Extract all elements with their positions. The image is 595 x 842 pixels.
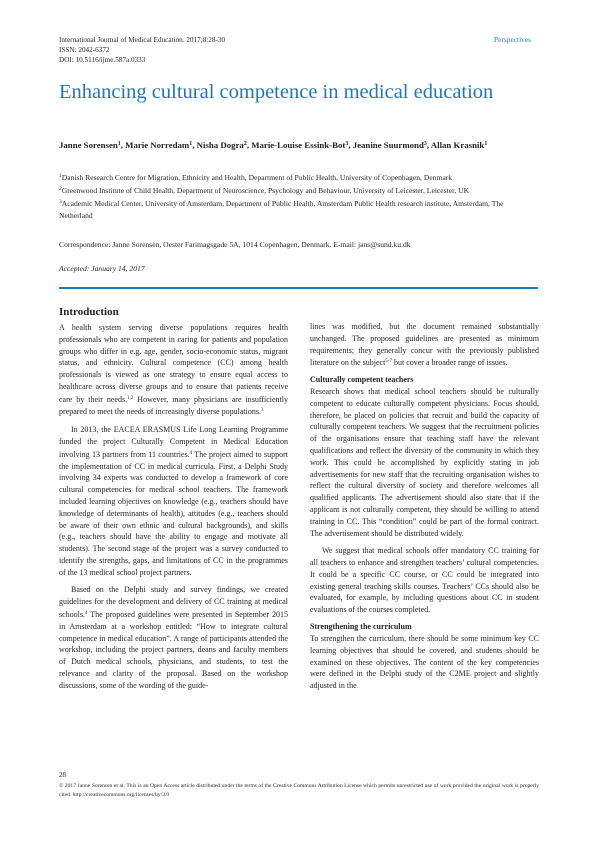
author-name: Allan Krasnik [430, 140, 485, 150]
author-name: Janne Sorensen [59, 140, 118, 150]
affiliations [59, 171, 537, 222]
author-name: Marie Norredam [125, 140, 190, 150]
paragraph: A health system serving diverse populations requires health professionals who are competent in caring for patients and population groups who differ in e.g. age, gender, socio-economic status, migrant status, and ethnicity. Cultural competence (CC) among health professionals is viewed as one strategy to ensure equal access to healthcare across diverse groups and to ensure that patients receive care by their needs.$^{1,2}$ However, many physicians are insufficiently prepared to meet the needs of increasingly diverse populations.$^3$ [59, 323, 288, 417]
author-name: Jeanine Suurmond [352, 140, 424, 150]
right-column [310, 321, 539, 692]
citation-ref: 1,2 [127, 395, 134, 401]
header-divider [59, 287, 538, 289]
citation-ref: 4 [189, 450, 193, 456]
author-name: Marie-Louise Essink-Bot [251, 140, 346, 150]
left-column [59, 305, 288, 691]
correspondence: Correspondence: Janne Sorensen, Oester Farimagsgade 5A, 1014 Copenhagen, Denmark. E-mail: jans@sund.ku.dk [59, 240, 411, 249]
paragraph: lines was modified, but the document remained substantially unchanged. The proposed guidelines are presented as minimum requirements; they generally concur with the previously published literature on the subject$^{5-7}$ but cover a broader range of issues. [310, 322, 539, 368]
accepted-date: Accepted: January 14, 2017 [59, 264, 145, 273]
paragraph: Research shows that medical school teachers should be culturally competent to educate culturally competent physicians. Focus should, therefore, be placed on policies that recruit and build the capacity of culturally competent teachers. We suggest that the recruitment policies of the organisations ensure that teaching staff have the relevant qualifications and reflect the diversity of the community in which they work. This could be accomplished by explicitly stating in job advertisements for new staff that the recruiting organisation wishes to reflect the cultural diversity of society and therefore welcomes all qualified applicants. The advertisement should also state that if the applicant is not culturally competent, they should be willing to attend training in CC. This “condition” could be part of the formal contract. The advertisement should be distributed widely. [310, 387, 539, 538]
citation-ref: 3 [260, 408, 264, 414]
affiliation-item: $^2$Greenwood Institute of Child Health, Department of Neuroscience, Psychology and Behaviour, University of Leicester, Leicester, UK [59, 185, 470, 195]
introduction-heading: Introduction [59, 306, 119, 318]
journal-citation: International Journal of Medical Education. 2017;8:28-30 [59, 36, 226, 44]
author-affiliation-ref: 3 [345, 141, 349, 147]
author-list: Janne Sorensen$^1$, Marie Norredam$^1$, Nisha Dogra$^2$, Marie-Louise Essink-Bot$^3$, Jeanine Suurmond$^3$, Allan Krasnik$^1$ [59, 140, 488, 150]
paragraph: Based on the Delphi study and survey findings, we created guidelines for the development and delivery of CC training at medical schools.$^4$ The proposed guidelines were presented in September 2015 in Amsterdam at a workshop entitled: “How to integrate cultural competence in medical education”. A range of participants attended the workshop, including the project partners, deans and faculty members of Dutch medical schools, physicians, and students, to test the relevance and clarity of the proposal. Based on the workshop discussions, some of the wording of the guide- [59, 585, 288, 690]
citation-ref: 5-7 [385, 359, 392, 365]
paragraph: To strengthen the curriculum, there should be some minimum key CC learning objectives that should be covered, and students should be examined on these objectives. The content of the key competencies were defined in the Delphi study of the C2ME project and slightly adjusted in the [310, 633, 539, 691]
subheading-teachers: Culturally competent teachers [310, 375, 414, 385]
page-number: 28 [59, 771, 66, 779]
section-label: Perspectives [494, 35, 531, 44]
author-affiliation-ref: 1 [117, 141, 121, 147]
doi: DOI: 10.5116/ijme.587a.0333 [59, 56, 146, 65]
author-affiliation-ref: 3 [423, 141, 427, 147]
paragraph: We suggest that medical schools offer mandatory CC training for all teachers to enhance and strengthen teachers’ cultural competencies. It could be a specific CC course, or CC could be integrated into existing general teaching skills courses. Teachers’ CCs should also be evaluated, for example, by including questions about CC in student evaluations of the courses completed. [310, 546, 539, 615]
citation-ref: 4 [85, 610, 88, 616]
affiliation-item: $^1$Danish Research Centre for Migration, Ethnicity and Health, Department of Public Health, University of Copenhagen, Denmark [59, 173, 453, 182]
affiliation-item: $^3$Academic Medical Center, University of Amsterdam, Department of Public Health, Amsterdam Public Health research institute, Amsterdam, The Netherland [59, 198, 504, 220]
subheading-curriculum: Strengthening the curriculum [310, 621, 412, 631]
author-affiliation-ref: 1 [189, 141, 193, 147]
author-name: Nisha Dogra [196, 140, 244, 150]
article-title: Enhancing cultural competence in medical education [59, 81, 494, 103]
author-affiliation-ref: 2 [243, 141, 247, 147]
issn: ISSN: 2042-6372 [59, 46, 110, 55]
paragraph: In 2013, the EACEA ERASMUS Life Long Learning Programme funded the project Culturally Competent in Medical Education involving 13 partners from 11 countries.$^4$ The project aimed to support the implementation of CC in medical curricula. First, a Delphi Study involving 34 experts was conducted to develop a framework of core cultural competencies for medical school teachers. The framework included learning objectives on knowledge (e.g., teachers should have knowledge of determinants of health), attitudes (e.g., teachers should be aware of their own ethnic and cultural backgrounds), and skills (e.g., teachers should have the ability to engage and motivate all students). The second stage of the project was a survey conducted to identify the strengths, gaps, and limitations of CC in the programmes of the 13 medical school project partners. [59, 425, 288, 577]
license-footer: © 2017 Janne Sorensen et al. This is an Open Access article distributed under the terms of the Creative Commons Attribution License which permits unrestricted use of work provided the original work is properly cited. http://creativecommons.org/licenses/by/3.0 [59, 783, 539, 798]
author-affiliation-ref: 1 [484, 141, 488, 147]
journal-header [59, 35, 225, 66]
